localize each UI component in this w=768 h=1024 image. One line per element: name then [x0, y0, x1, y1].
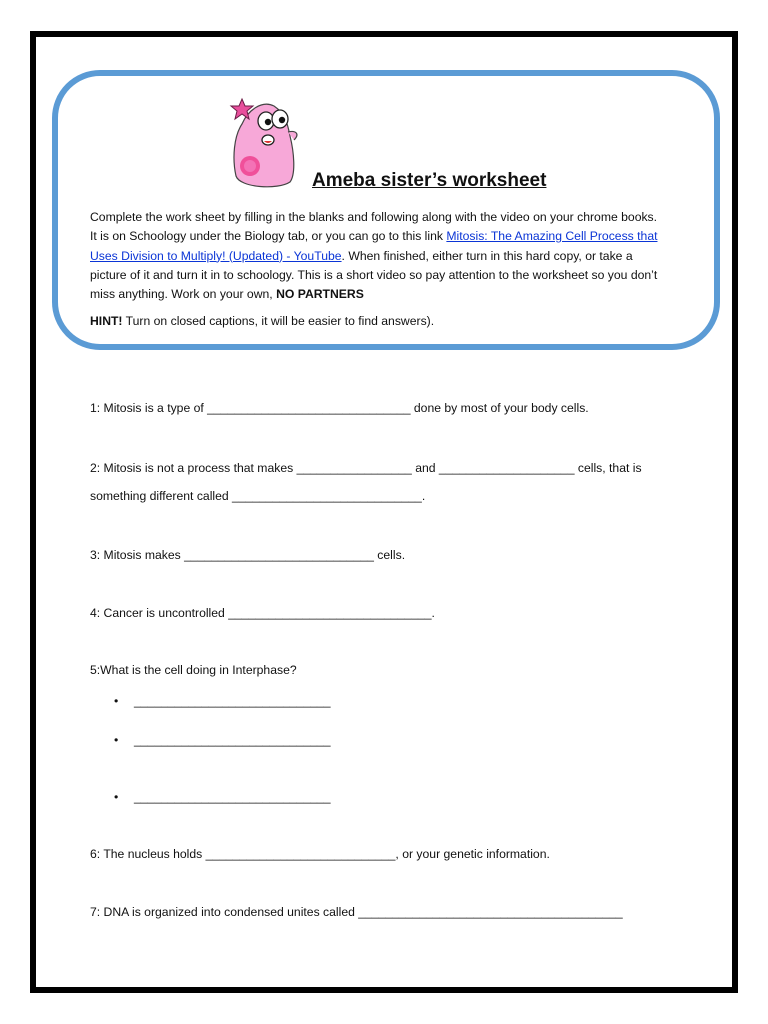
answer-blank: _____________________________ [134, 790, 331, 804]
question-6: 6: The nucleus holds ____________________________, or your genetic information. [90, 847, 550, 861]
intro-text-end: . When finished, either turn in this hard copy, or take a picture of it and turn it in to schoology. This is a short video so pay attention to the worksheet so you don’t miss anything. Work on your own, [90, 248, 658, 302]
bullet-dot: • [114, 733, 119, 747]
video-link[interactable]: Mitosis: The Amazing Cell Process that Uses Division to Multiply! (Updated) - YouTube [90, 229, 658, 263]
ameba-mascot-icon [220, 96, 310, 192]
worksheet-title: Ameba sister’s worksheet [312, 170, 547, 191]
intro-paragraph [90, 208, 662, 304]
bullet-dot: • [114, 790, 119, 804]
interphase-bullet-1 [114, 694, 331, 708]
hint-text: Turn on closed captions, it will be easier to find answers). [122, 314, 435, 328]
interphase-bullet-2 [114, 733, 331, 747]
bullet-dot: • [114, 694, 119, 708]
question-4: 4: Cancer is uncontrolled ______________________________. [90, 606, 435, 620]
question-1: 1: Mitosis is a type of ______________________________ done by most of your body cells. [90, 401, 589, 415]
question-5: 5:What is the cell doing in Interphase? [90, 663, 297, 677]
no-partners-note: NO PARTNERS [276, 287, 364, 302]
interphase-bullet-3 [114, 790, 331, 804]
answer-blank: _____________________________ [134, 694, 331, 708]
intro-text-start: Complete the work sheet by filling in the blanks and following along with the video on your chrome books. It is on Schoology under the Biology tab, or you can go to this link [90, 210, 658, 244]
hint-line [90, 314, 434, 328]
question-2: 2: Mitosis is not a process that makes _________________ and ____________________ cells, that is something different called ____________________________. [90, 461, 642, 503]
hint-label: HINT! [90, 314, 123, 328]
question-3: 3: Mitosis makes ____________________________ cells. [90, 548, 406, 562]
answer-blank: _____________________________ [134, 733, 331, 747]
question-7: 7: DNA is organized into condensed unites called _______________________________________ [90, 905, 623, 919]
